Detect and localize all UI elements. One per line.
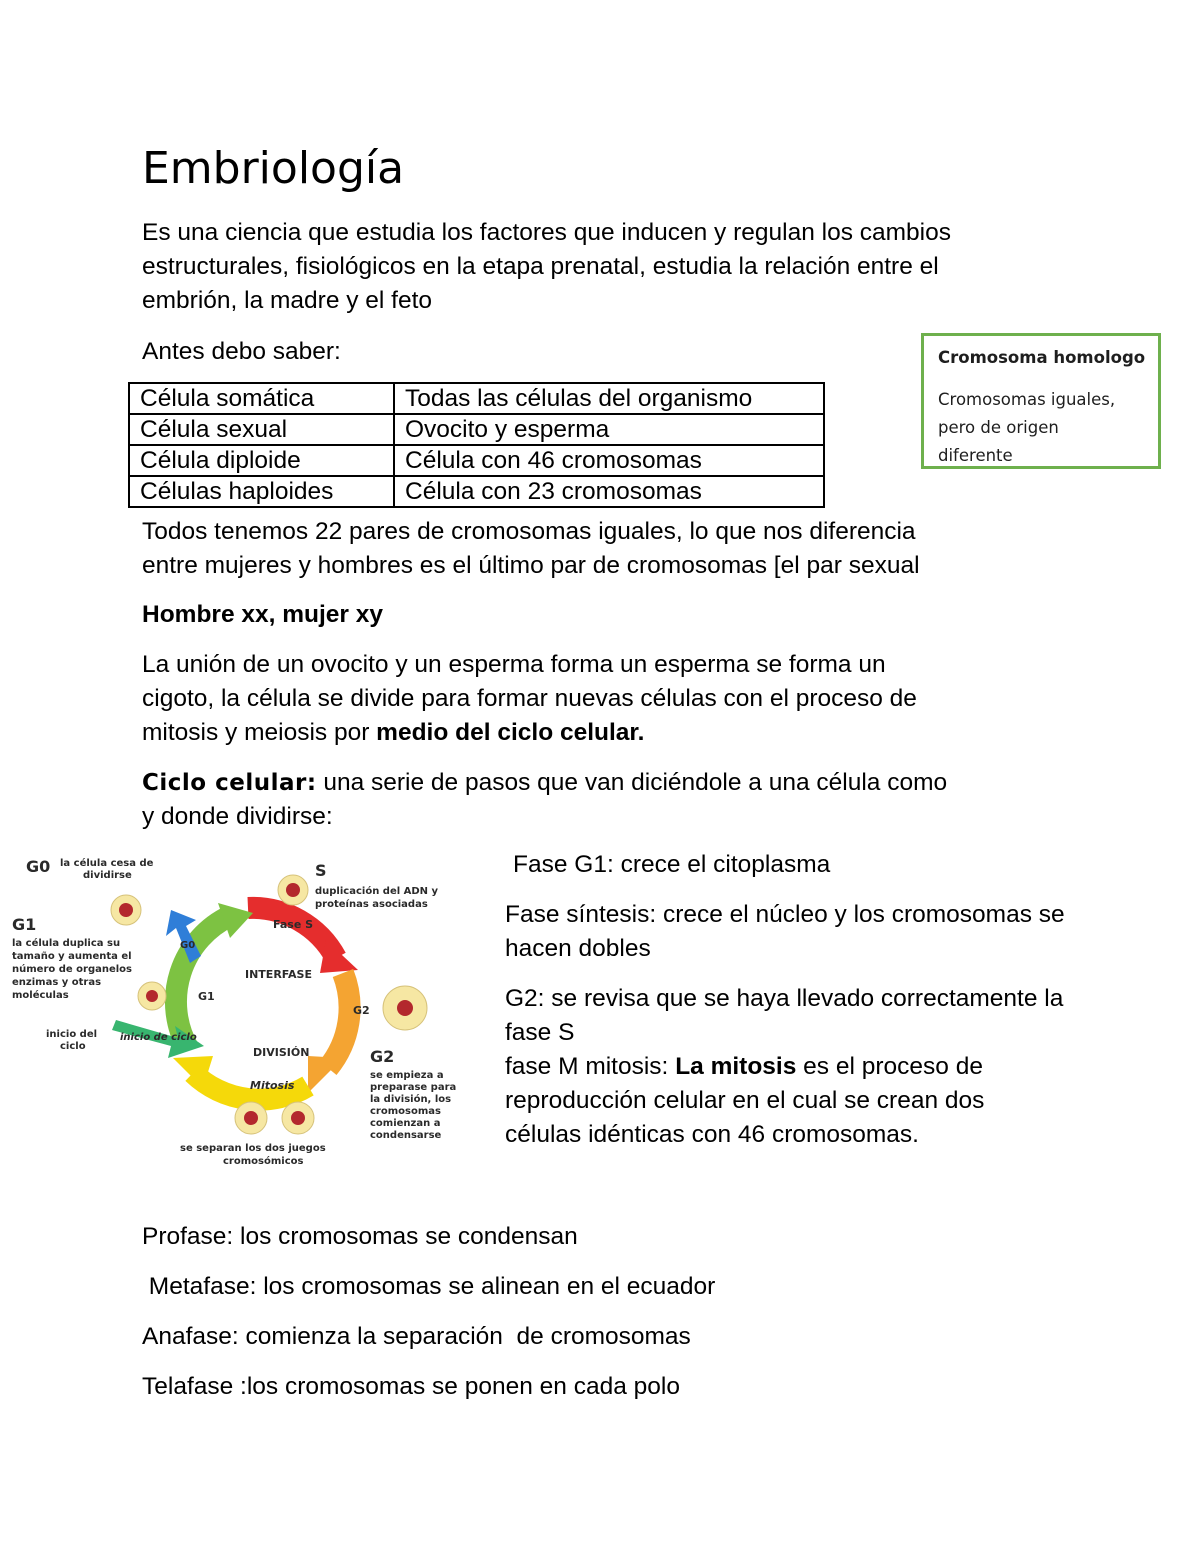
- inicio-arrow-label: inicio de ciclo: [120, 1032, 197, 1043]
- inicio-label-line: ciclo: [60, 1041, 86, 1052]
- list-item: Profase: los cromosomas se condensan: [142, 1223, 578, 1250]
- cell-icon: [111, 895, 141, 925]
- phase-g1: Fase G1: crece el citoplasma: [513, 851, 831, 878]
- g2-desc-line: preparase para: [370, 1082, 457, 1093]
- g1-desc-line: la célula duplica su: [12, 938, 121, 949]
- sep-label-line: cromosómicos: [223, 1156, 304, 1167]
- division-label: DIVISIÓN: [253, 1046, 310, 1059]
- cell-icon: [278, 875, 308, 905]
- table-cell-term: Célula diploide: [129, 445, 394, 476]
- g2-arc-label: G2: [353, 1004, 370, 1017]
- cell-icon: [235, 1102, 267, 1134]
- plain-text: es el proceso de reproducción celular en el cual se crean dos células idénticas con 46 cromosomas.: [505, 1053, 985, 1148]
- bold-text: La mitosis: [675, 1053, 797, 1080]
- g1-label: G1: [12, 915, 37, 934]
- paragraph-line: La unión de un ovocito y un esperma forma un esperma se forma un: [142, 651, 886, 678]
- cell-cycle-paragraph: [142, 766, 947, 834]
- plain-text: fase M mitosis:: [505, 1053, 676, 1080]
- table-row: [129, 414, 824, 445]
- union-paragraph: [142, 648, 917, 750]
- cell-icon: [383, 986, 427, 1030]
- g2-desc-line: comienzan a: [370, 1118, 441, 1129]
- antes-heading: Antes debo saber:: [142, 338, 341, 365]
- paragraph-line: entre mujeres y hombres es el último par de cromosomas [el par sexual: [142, 552, 920, 579]
- g0-arc-label: G0: [180, 940, 196, 951]
- g1-desc-line: enzimas y otras: [12, 977, 102, 988]
- g1-desc-line: número de organelos: [12, 964, 133, 975]
- list-item: Metafase: los cromosomas se alinean en el ecuador: [142, 1273, 716, 1300]
- arrow-g2-head: [308, 1056, 343, 1093]
- cell-icon: [282, 1102, 314, 1134]
- intro-paragraph: [142, 216, 951, 318]
- list-item: Telafase :los cromosomas se ponen en cada polo: [142, 1373, 680, 1400]
- table-row: [129, 445, 824, 476]
- cell-cycle-diagram: [8, 848, 488, 1178]
- g1-desc-line: moléculas: [12, 990, 69, 1001]
- mitosis-stages-list: [142, 1220, 715, 1420]
- intro-line: Es una ciencia que estudia los factores que inducen y regulan los cambios: [142, 219, 951, 246]
- list-item: Anafase: comienza la separación de cromosomas: [142, 1323, 691, 1350]
- s-desc-line: duplicación del ADN y: [315, 886, 439, 897]
- cell-cycle-term: Ciclo celular:: [142, 770, 317, 796]
- table-cell-term: Célula somática: [129, 383, 394, 414]
- phases-description: [505, 848, 1065, 1168]
- table-row: [129, 383, 824, 414]
- intro-line: estructurales, fisiológicos en la etapa prenatal, estudia la relación entre el: [142, 253, 939, 280]
- g0-desc-line: dividirse: [83, 870, 132, 881]
- table-cell-term: Célula sexual: [129, 414, 394, 445]
- arc-g2-phase: [328, 973, 350, 1068]
- g1-desc-line: tamaño y aumenta el: [12, 951, 132, 962]
- inicio-label-line: inicio del: [46, 1029, 98, 1040]
- paragraph-line: [142, 766, 947, 800]
- interfase-label: INTERFASE: [245, 968, 312, 981]
- paragraph-line: [142, 716, 917, 750]
- plain-text: mitosis y meiosis por: [142, 719, 377, 746]
- plain-text: G2: se revisa que se haya llevado correctamente la fase S: [505, 985, 1064, 1046]
- table-cell-def: Célula con 46 cromosomas: [394, 445, 824, 476]
- note-body: Cromosomas iguales, pero de origen diferente: [938, 390, 1116, 465]
- g2-desc-line: condensarse: [370, 1130, 442, 1141]
- table-cell-def: Ovocito y esperma: [394, 414, 824, 445]
- g0-desc-line: la célula cesa de: [60, 858, 154, 869]
- paragraph-line: y donde dividirse:: [142, 803, 333, 830]
- phase-g2: [505, 982, 1065, 1152]
- homologous-chromosome-note: [921, 333, 1161, 469]
- s-desc-line: proteínas asociadas: [315, 899, 428, 910]
- g2-desc-line: se empieza a: [370, 1070, 444, 1081]
- note-title: Cromosoma homologo: [938, 348, 1146, 367]
- g1-arc-label: G1: [198, 990, 215, 1003]
- g0-label: G0: [26, 857, 51, 876]
- sex-chromosomes-heading: Hombre xx, mujer xy: [142, 601, 384, 628]
- table-cell-def: Célula con 23 cromosomas: [394, 476, 824, 507]
- paragraph-line: cigoto, la célula se divide para formar nuevas células con el proceso de: [142, 685, 917, 712]
- chromosome-pairs-paragraph: [142, 515, 920, 583]
- g2-desc-line: la división, los: [370, 1094, 452, 1105]
- fase-s-label: Fase S: [273, 918, 314, 931]
- g2-label: G2: [370, 1047, 395, 1066]
- phase-sintesis: Fase síntesis: crece el núcleo y los cromosomas se hacen dobles: [505, 901, 1065, 962]
- intro-line: embrión, la madre y el feto: [142, 287, 433, 314]
- page-title: Embriología: [142, 143, 405, 194]
- table-row: [129, 476, 824, 507]
- cell-icon: [138, 982, 166, 1010]
- sep-label-line: se separan los dos juegos: [180, 1143, 326, 1154]
- table-cell-def: Todas las células del organismo: [394, 383, 824, 414]
- g2-desc-line: cromosomas: [370, 1106, 441, 1117]
- cell-types-table: [128, 382, 825, 508]
- plain-text: una serie de pasos que van diciéndole a una célula como: [316, 769, 948, 796]
- paragraph-line: Todos tenemos 22 pares de cromosomas iguales, lo que nos diferencia: [142, 518, 916, 545]
- arc-s-phase: [248, 908, 336, 958]
- bold-text: medio del ciclo celular.: [376, 719, 645, 746]
- mitosis-arc-label: Mitosis: [250, 1079, 295, 1092]
- table-cell-term: Células haploides: [129, 476, 394, 507]
- s-label: S: [315, 861, 327, 880]
